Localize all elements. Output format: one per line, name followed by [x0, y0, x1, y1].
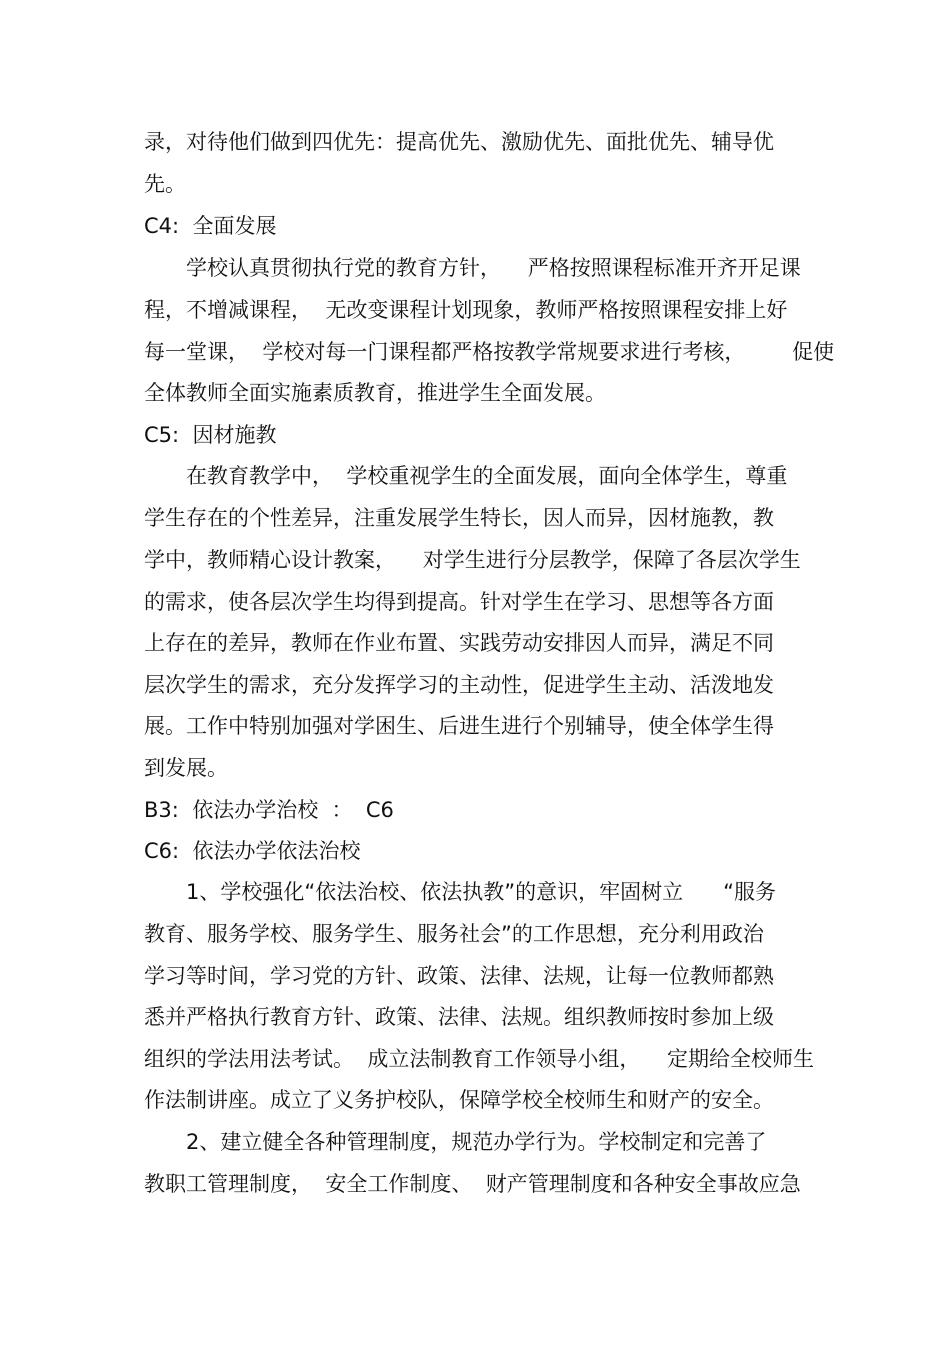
paragraph-line: 全体教师全面实施素质教育，推进学生全面发展。 [144, 381, 606, 405]
paragraph-line: 展。工作中特别加强对学困生、后进生进行个别辅导，使全体学生得 [144, 714, 774, 738]
paragraph-line: 的需求，使各层次学生均得到提高。针对学生在学习、思想等各方面 [144, 590, 774, 614]
paragraph-line: 教职工管理制度， 安全工作制度、 财产管理制度和各种安全事故应急 [144, 1172, 801, 1196]
paragraph-line: 在教育教学中， 学校重视学生的全面发展，面向全体学生，尊重 [186, 464, 788, 488]
paragraph-line: 层次学生的需求，充分发挥学习的主动性，促进学生主动、活泼地发 [144, 673, 774, 697]
paragraph-line: 录，对待他们做到四优先：提高优先、激励优先、面批优先、辅导优 [144, 130, 774, 154]
section-heading: B3: 依法办学治校 ： C6 [144, 798, 394, 822]
paragraph-line: 1、学校强化“依法治校、依法执教”的意识，牢固树立 “服务 [186, 880, 777, 904]
paragraph-line: 程，不增减课程， 无改变课程计划现象，教师严格按照课程安排上好 [144, 298, 788, 322]
section-heading: C4: 全面发展 [144, 214, 277, 238]
paragraph-line: 每一堂课， 学校对每一门课程都严格按教学常规要求进行考核， 促使 [144, 340, 835, 364]
paragraph-line: 教育、服务学校、服务学生、服务社会”的工作思想，充分利用政治 [144, 922, 764, 946]
paragraph-line: 作法制讲座。成立了义务护校队，保障学校全校师生和财产的安全。 [144, 1088, 774, 1112]
paragraph-line: 上存在的差异，教师在作业布置、实践劳动安排因人而异，满足不同 [144, 631, 774, 655]
paragraph-line: 学习等时间，学习党的方针、政策、法律、法规，让每一位教师都熟 [144, 964, 774, 988]
section-heading: C6: 依法办学依法治校 [144, 839, 361, 863]
section-heading: C5: 因材施教 [144, 423, 277, 447]
paragraph-line: 2、建立健全各种管理制度，规范办学行为。学校制定和完善了 [186, 1130, 767, 1154]
paragraph-line: 学中，教师精心设计教案， 对学生进行分层教学，保障了各层次学生 [144, 548, 801, 572]
paragraph-line: 到发展。 [144, 756, 228, 780]
paragraph-line: 学校认真贯彻执行党的教育方针， 严格按照课程标准开齐开足课 [186, 256, 801, 280]
paragraph-line: 组织的学法用法考试。 成立法制教育工作领导小组， 定期给全校师生 [144, 1047, 815, 1071]
paragraph-line: 悉并严格执行教育方针、政策、法律、法规。组织教师按时参加上级 [144, 1005, 774, 1029]
paragraph-line: 先。 [144, 172, 186, 196]
paragraph-line: 学生存在的个性差异，注重发展学生特长，因人而异，因材施教，教 [144, 506, 774, 530]
